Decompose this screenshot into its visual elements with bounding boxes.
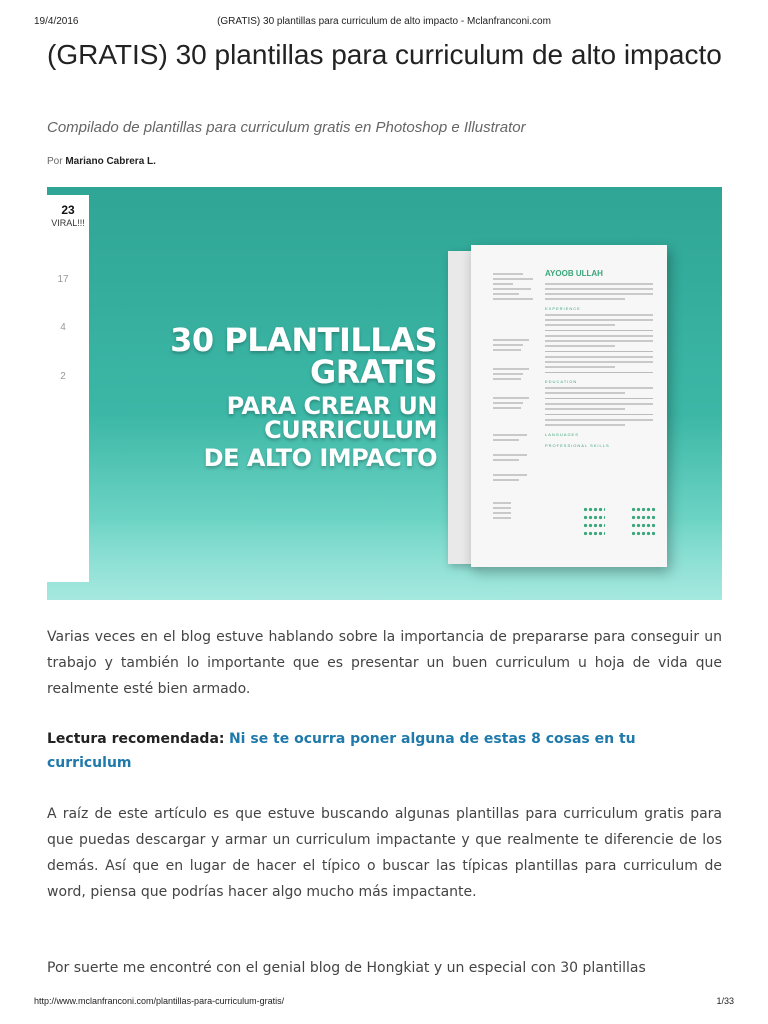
byline-prefix: Por (47, 156, 63, 167)
share-count-1[interactable]: 17 (57, 274, 69, 285)
resume-section-education: EDUCATION (545, 379, 578, 384)
paragraph-3: Por suerte me encontré con el genial blog de Hongkiat y un especial con 30 plantillas (47, 960, 646, 976)
paragraph-2: A raíz de este artículo es que estuve buscando algunas plantillas para curriculum gratis para que puedas descargar y armar un curriculum impactante y que realmente te diferencie de los demás. Así que en lugar de hacer el típico o buscar las típicas plantillas para curriculum de word, piensa que podrías hacer algo mucho más impactante. (47, 806, 722, 900)
resume-name: AYOOB ULLAH (545, 269, 603, 278)
print-footer (0, 996, 768, 1010)
print-date: 19/4/2016 (34, 16, 79, 27)
resume-section-languages: LANGUAGES (545, 432, 579, 437)
hero-line-3: DE ALTO IMPACTO (203, 444, 437, 472)
resume-skill-dots-right (631, 507, 655, 539)
hero-line-1: 30 PLANTILLAS GRATIS (170, 321, 437, 391)
resume-main-column (545, 283, 653, 451)
recommended-link[interactable]: Ni se te ocurra poner alguna de estas 8 cosas en tu curriculum (47, 731, 636, 771)
paragraph-intro: Varias veces en el blog estuve hablando sobre la importancia de prepararse para conseguir un trabajo y también lo importante que es presentar un buen curriculum u hoja de vida que realmente esté bien armado. (47, 629, 722, 697)
print-header (0, 16, 768, 30)
resume-mockup (471, 245, 667, 567)
hero-banner-text (117, 321, 437, 472)
resume-contact-column (493, 273, 539, 522)
author-link[interactable]: Mariano Cabrera L. (65, 156, 156, 167)
article-title: (GRATIS) 30 plantillas para curriculum de alto impacto (47, 39, 722, 70)
hero-image (47, 187, 722, 600)
share-sidebar (47, 195, 89, 582)
byline (47, 156, 156, 167)
print-page-title: (GRATIS) 30 plantillas para curriculum de alto impacto - Mclanfranconi.com (217, 16, 551, 27)
hero-line-2: PARA CREAR UN CURRICULUM (226, 392, 437, 444)
resume-skill-dots-left (583, 507, 605, 539)
share-total-count: 23 (61, 203, 75, 217)
recommended-label: Lectura recomendada: (47, 731, 225, 747)
resume-section-experience: EXPERIENCE (545, 306, 581, 311)
resume-section-skills: PROFESSIONAL SKILLS (545, 443, 610, 448)
print-page-number: 1/33 (716, 996, 734, 1006)
share-count-2[interactable]: 4 (60, 322, 66, 333)
article-subtitle: Compilado de plantillas para curriculum gratis en Photoshop e Illustrator (47, 119, 526, 136)
share-viral-label: VIRAL!!! (51, 218, 85, 228)
print-url: http://www.mclanfranconi.com/plantillas-para-curriculum-gratis/ (34, 996, 285, 1006)
share-count-3[interactable]: 2 (60, 371, 66, 382)
recommended-reading (47, 727, 722, 775)
